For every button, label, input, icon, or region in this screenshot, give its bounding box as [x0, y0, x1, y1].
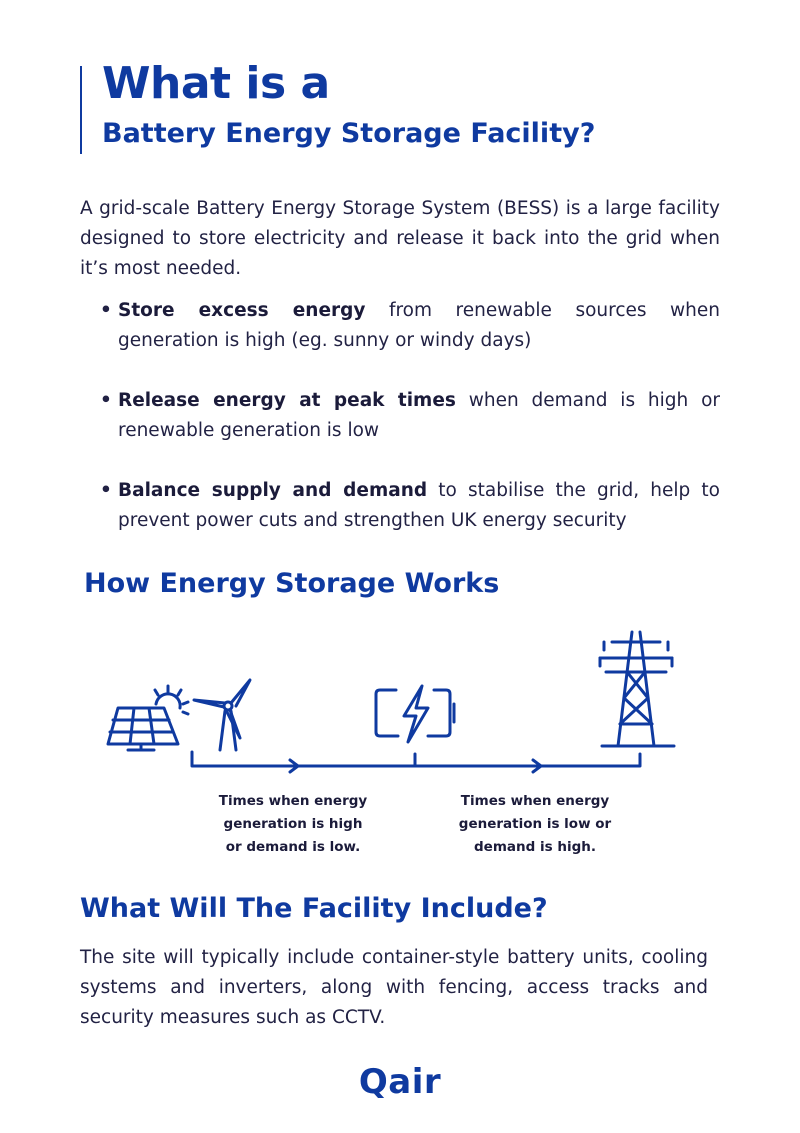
page-subtitle: Battery Energy Storage Facility?: [102, 118, 596, 149]
include-paragraph: The site will typically include container-style battery units, cooling systems and inverters, along with fencing, access tracks and security measures such as CCTV.: [80, 947, 708, 1028]
caption-line: or demand is low.: [225, 839, 361, 855]
caption-line: generation is low or: [458, 816, 612, 832]
bullet-bold: Store excess energy: [118, 300, 366, 321]
benefit-list: [100, 296, 720, 566]
title-rule: [80, 66, 82, 154]
bullet-bold: Balance supply and demand: [118, 480, 428, 501]
intro-paragraph: A grid-scale Battery Energy Storage System (BESS) is a large facility designed to store electricity and release it back into the grid when it’s most needed.: [80, 198, 720, 279]
bullet-text: when demand is high or renewable generation is low: [118, 390, 720, 441]
bullet-dot: •: [100, 390, 112, 411]
pylon-icon: [600, 632, 674, 746]
caption-line: Times when energy: [218, 793, 368, 809]
qair-logo: Qair: [358, 1062, 442, 1102]
solar-panel-icon: [108, 686, 188, 750]
include-heading: What Will The Facility Include?: [80, 893, 548, 924]
battery-charging-icon: [376, 686, 454, 742]
bullet-dot: •: [100, 480, 112, 501]
bullet-bold: Release energy at peak times: [118, 390, 456, 411]
energy-storage-diagram: [0, 620, 800, 860]
list-item: [100, 386, 720, 446]
bullet-dot: •: [100, 300, 112, 321]
how-heading: How Energy Storage Works: [84, 568, 500, 599]
caption-line: demand is high.: [474, 839, 596, 855]
list-item: [100, 296, 720, 356]
bullet-text: from renewable sources when generation is high (eg. sunny or windy days): [118, 300, 721, 351]
flow-arrow: [192, 752, 640, 772]
caption-right: [450, 790, 620, 859]
caption-line: Times when energy: [460, 793, 610, 809]
caption-left: [208, 790, 378, 859]
caption-line: generation is high: [223, 816, 363, 832]
page-title: What is a: [102, 58, 330, 109]
wind-turbine-icon: [194, 680, 250, 750]
list-item: [100, 476, 720, 536]
bullet-text: to stabilise the grid, help to prevent power cuts and strengthen UK energy security: [118, 480, 720, 531]
